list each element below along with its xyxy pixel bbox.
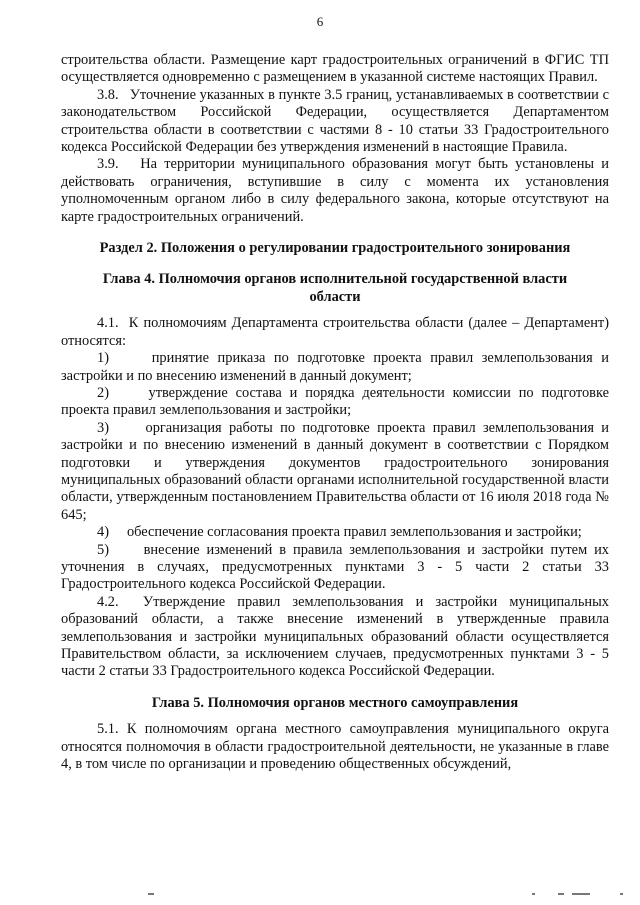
scan-mark xyxy=(572,893,590,895)
list-item-5: 5) внесение изменений в правила землепользования и застройки путем их уточнения в случаях, предусмотренных пунктами 3 - 5 части 2 статьи 33 Градостроительного кодекса Российской Федерации. xyxy=(61,541,609,593)
scan-mark xyxy=(558,893,564,895)
section-heading: Раздел 2. Положения о регулировании градостроительного зонирования xyxy=(99,240,571,257)
chapter-4-heading: Глава 4. Полномочия органов исполнительной государственной власти области xyxy=(102,271,568,305)
paragraph-3-9: 3.9. На территории муниципального образования могут быть установлены и действовать ограничения, вступившие в силу с момента их установления уполномоченным органом либо в силу федерального закона, которые отсутствуют на карте градостроительных ограничений. xyxy=(61,156,609,225)
paragraph-3-8: 3.8. Уточнение указанных в пункте 3.5 границ, устанавливаемых в соответствии с законодательством Российской Федерации, осуществляется Департаментом строительства области в соответствии с частями 8 - 10 статьи 33 Градостроительного кодекса Российской Федерации без утверждения изменений в настоящие Правила. xyxy=(61,86,609,156)
list-item-4: 4) обеспечение согласования проекта правил землепользования и застройки; xyxy=(97,524,582,541)
list-item-2: 2) утверждение состава и порядка деятельности комиссии по подготовке проекта правил землепользования и застройки; xyxy=(61,384,609,419)
paragraph-5-1: 5.1. К полномочиям органа местного самоуправления муниципального округа относятся полномочия в области градостроительной деятельности, не указанные в главе 4, в том числе по организации и проведению общественных обсуждений, xyxy=(61,721,609,773)
list-item-1: 1) принятие приказа по подготовке проекта правил землепользования и застройки и по внесению изменений в данный документ; xyxy=(61,350,609,384)
list-item-3: 3) организация работы по подготовке проекта правил землепользования и застройки и по внесению изменений в данный документ в соответствии с Порядком подготовки и утверждения документов градостроительного зонирования муниципальных образований области органами исполнительной государственной власти области, утвержденным постановлением Правительства области от 16 июля 2018 года № 645; xyxy=(61,419,609,523)
document-body xyxy=(61,52,609,773)
scan-mark xyxy=(148,893,154,895)
scan-mark xyxy=(620,893,623,895)
paragraph-4-2: 4.2. Утверждение правил землепользования и застройки муниципальных образований области, а также внесение изменений в утвержденные правила землепользования и застройки муниципальных образований области осуществляется Правительством области, за исключением случаев, предусмотренных пунктами 3 - 5 части 2 статьи 33 Градостроительного кодекса Российской Федерации. xyxy=(61,593,609,680)
scan-mark xyxy=(532,893,535,895)
page-number: 6 xyxy=(316,14,324,29)
paragraph-continuation: строительства области. Размещение карт градостроительных ограничений в ФГИС ТП осуществляется одновременно с размещением в указанной системе настоящих Правил. xyxy=(61,52,609,86)
scan-artifacts xyxy=(0,893,640,901)
paragraph-4-1: 4.1. К полномочиям Департамента строительства области (далее – Департамент) относятся: xyxy=(61,315,609,349)
chapter-5-heading: Глава 5. Полномочия органов местного самоуправления xyxy=(151,694,519,711)
